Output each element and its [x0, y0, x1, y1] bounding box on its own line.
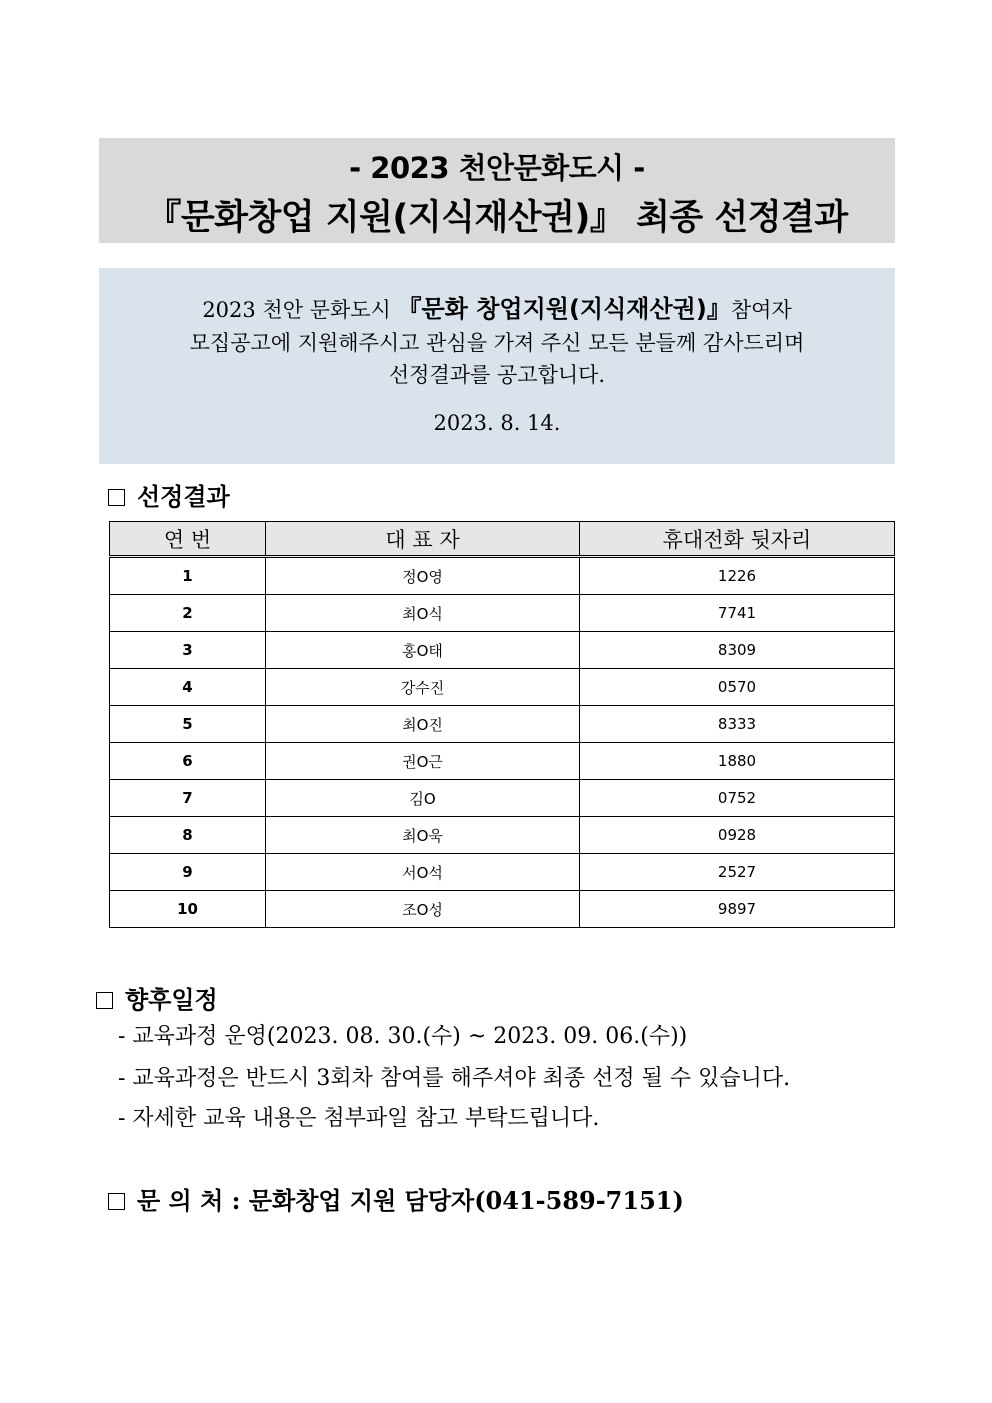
- checkbox-icon: [96, 992, 113, 1009]
- table-row: [110, 780, 895, 817]
- row-phone: 8333: [580, 706, 895, 743]
- schedule-item: - 교육과정 운영(2023. 08. 30.(수) ~ 2023. 09. 06.(수)): [118, 1024, 688, 1049]
- row-number: 2: [110, 595, 266, 632]
- column-header-number: 연 번: [110, 522, 266, 557]
- column-header-representative: 대 표 자: [266, 522, 580, 557]
- row-phone: 2527: [580, 854, 895, 891]
- checkbox-icon: [108, 489, 125, 506]
- notice-line-1-pre: 2023 천안 문화도시: [202, 298, 398, 322]
- row-number: 5: [110, 706, 266, 743]
- row-name: 정O영: [266, 557, 580, 595]
- table-row: [110, 557, 895, 595]
- row-name: 최O욱: [266, 817, 580, 854]
- page-title: 『문화창업 지원(지식재산권)』 최종 선정결과: [146, 198, 848, 238]
- row-phone: 9897: [580, 891, 895, 928]
- contact-line: [108, 1181, 684, 1216]
- row-name: 조O성: [266, 891, 580, 928]
- row-phone: 0752: [580, 780, 895, 817]
- row-name: 최O진: [266, 706, 580, 743]
- title-banner: [99, 138, 895, 243]
- notice-line-1-post: 참여자: [730, 298, 792, 322]
- results-heading-label: 선정결과: [137, 482, 230, 511]
- row-name: 서O석: [266, 854, 580, 891]
- results-heading: [108, 477, 230, 512]
- row-number: 8: [110, 817, 266, 854]
- schedule-item: - 교육과정은 반드시 3회차 참여를 해주셔야 최종 선정 될 수 있습니다.: [118, 1066, 791, 1091]
- row-name: 홍O태: [266, 632, 580, 669]
- title-year-line: - 2023 천안문화도시 -: [349, 151, 645, 185]
- row-number: 6: [110, 743, 266, 780]
- table-row: [110, 817, 895, 854]
- row-phone: 0570: [580, 669, 895, 706]
- notice-line-2: 모집공고에 지원해주시고 관심을 가져 주신 모든 분들께 감사드리며: [189, 331, 805, 355]
- column-header-phone: 휴대전화 뒷자리: [580, 522, 895, 557]
- table-row: [110, 854, 895, 891]
- notice-line-1: [99, 294, 895, 325]
- row-phone: 8309: [580, 632, 895, 669]
- checkbox-icon: [108, 1193, 125, 1210]
- row-name: 강수진: [266, 669, 580, 706]
- row-phone: 0928: [580, 817, 895, 854]
- row-number: 10: [110, 891, 266, 928]
- row-name: 권O근: [266, 743, 580, 780]
- table-row: [110, 706, 895, 743]
- notice-box: [99, 268, 895, 464]
- table-row: [110, 891, 895, 928]
- contact-text: 문 의 처 : 문화창업 지원 담당자(041-589-7151): [137, 1186, 684, 1215]
- table-row: [110, 632, 895, 669]
- notice-line-3: 선정결과를 공고합니다.: [388, 363, 606, 387]
- row-number: 7: [110, 780, 266, 817]
- table-row: [110, 743, 895, 780]
- schedule-heading-label: 향후일정: [125, 985, 218, 1014]
- table-row: [110, 595, 895, 632]
- table-header-row: [110, 522, 895, 557]
- schedule-heading: [96, 980, 218, 1015]
- program-name: 『문화 창업지원(지식재산권)』: [397, 295, 731, 323]
- row-number: 4: [110, 669, 266, 706]
- schedule-item: - 자세한 교육 내용은 첨부파일 참고 부탁드립니다.: [118, 1106, 600, 1131]
- row-number: 1: [110, 557, 266, 595]
- notice-date: 2023. 8. 14.: [433, 411, 561, 435]
- row-number: 9: [110, 854, 266, 891]
- row-number: 3: [110, 632, 266, 669]
- row-name: 김O: [266, 780, 580, 817]
- row-name: 최O식: [266, 595, 580, 632]
- results-table: [109, 521, 895, 928]
- row-phone: 1226: [580, 557, 895, 595]
- row-phone: 7741: [580, 595, 895, 632]
- table-row: [110, 669, 895, 706]
- row-phone: 1880: [580, 743, 895, 780]
